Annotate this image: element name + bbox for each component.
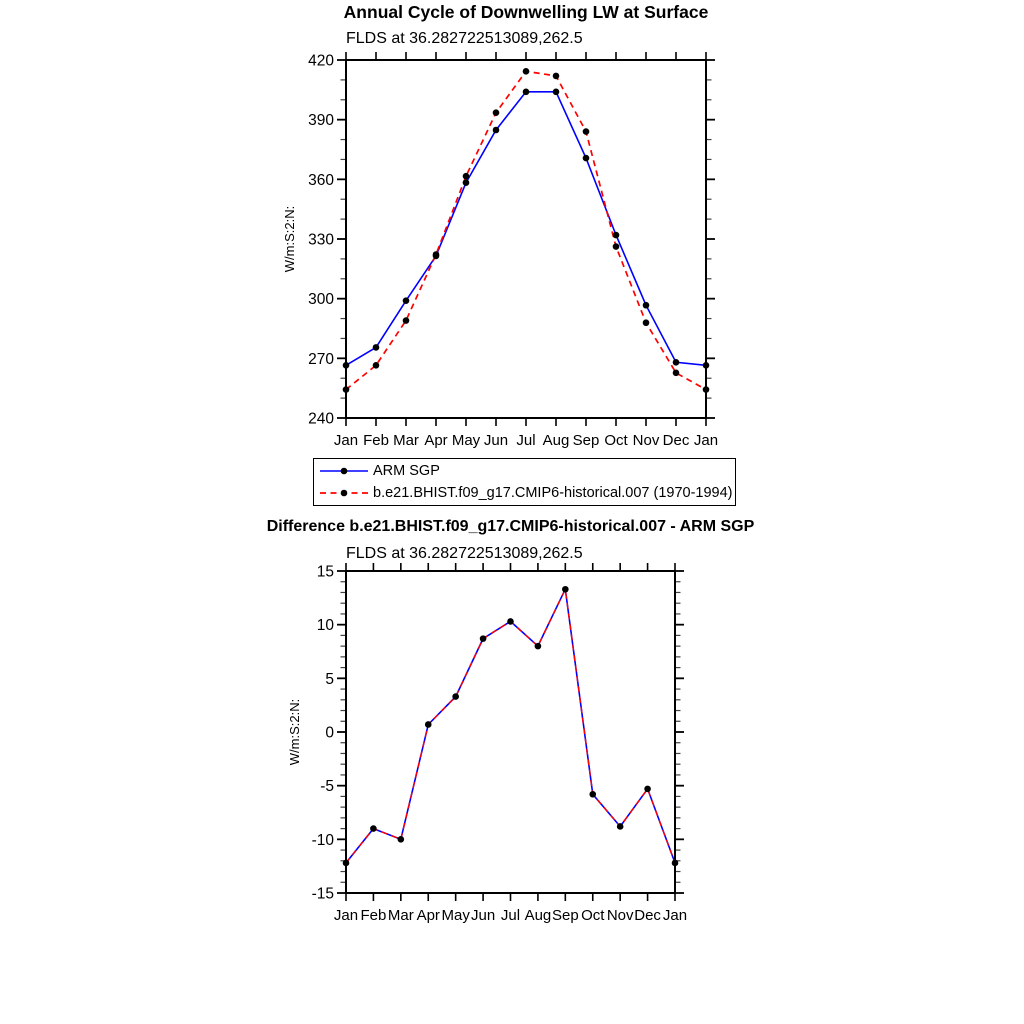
svg-text:360: 360 [308, 171, 334, 189]
svg-text:Aug: Aug [524, 907, 552, 924]
svg-text:Aug: Aug [542, 432, 570, 449]
svg-text:10: 10 [316, 617, 334, 635]
svg-text:Apr: Apr [416, 907, 440, 924]
svg-text:Feb: Feb [360, 907, 387, 924]
legend-box [313, 458, 736, 506]
svg-text:Oct: Oct [604, 432, 628, 449]
svg-text:270: 270 [308, 350, 334, 368]
annual-cycle-chart-subtitle: FLDS at 36.282722513089,262.5 [346, 30, 583, 47]
svg-text:330: 330 [308, 231, 334, 249]
svg-text:Jan: Jan [662, 907, 688, 924]
svg-text:-5: -5 [320, 778, 334, 796]
svg-text:Jul: Jul [516, 432, 536, 449]
arm-sgp-line-sample [319, 464, 369, 478]
svg-text:Jul: Jul [500, 907, 521, 924]
annual-cycle-chart-title: Annual Cycle of Downwelling LW at Surface [343, 2, 709, 22]
svg-text:Nov: Nov [632, 432, 660, 449]
legend-label-arm-sgp: ARM SGP [373, 462, 440, 479]
svg-text:-15: -15 [311, 885, 334, 903]
svg-text:Jan: Jan [333, 432, 359, 449]
svg-text:May: May [441, 907, 470, 924]
svg-text:Mar: Mar [387, 907, 414, 924]
svg-text:Jun: Jun [470, 907, 496, 924]
svg-text:0: 0 [325, 724, 334, 742]
svg-text:Feb: Feb [363, 432, 389, 449]
svg-text:300: 300 [308, 291, 334, 309]
legend-label-model: b.e21.BHIST.f09_g17.CMIP6-historical.007 (1970-1994) [373, 485, 733, 502]
svg-text:Jun: Jun [483, 432, 509, 449]
difference-y-axis-label: W/m:S:2:N: [287, 698, 302, 766]
svg-text:Dec: Dec [662, 432, 690, 449]
svg-text:May: May [451, 432, 481, 449]
annual-cycle-y-axis-label: W/m:S:2:N: [282, 205, 297, 273]
svg-text:-10: -10 [311, 831, 334, 849]
legend-entry-model [319, 483, 735, 504]
svg-text:Sep: Sep [551, 907, 579, 924]
svg-text:240: 240 [308, 410, 334, 428]
legend-entry-arm-sgp [319, 460, 735, 481]
svg-text:Nov: Nov [606, 907, 634, 924]
svg-text:Jan: Jan [693, 432, 719, 449]
svg-text:Oct: Oct [581, 907, 605, 924]
svg-text:Sep: Sep [572, 432, 600, 449]
svg-text:5: 5 [325, 670, 334, 688]
difference-chart-subtitle: FLDS at 36.282722513089,262.5 [346, 545, 583, 562]
svg-text:390: 390 [308, 112, 334, 130]
svg-text:Mar: Mar [393, 432, 419, 449]
svg-text:Jan: Jan [333, 907, 359, 924]
svg-text:Apr: Apr [424, 432, 448, 449]
difference-line-chart [250, 561, 730, 941]
annual-cycle-line-chart [250, 50, 750, 450]
model-line-sample [319, 486, 369, 500]
difference-chart-title: Difference b.e21.BHIST.f09_g17.CMIP6-historical.007 - ARM SGP [266, 518, 755, 535]
svg-text:420: 420 [308, 52, 334, 70]
svg-text:Dec: Dec [634, 907, 661, 924]
svg-text:15: 15 [316, 563, 334, 581]
